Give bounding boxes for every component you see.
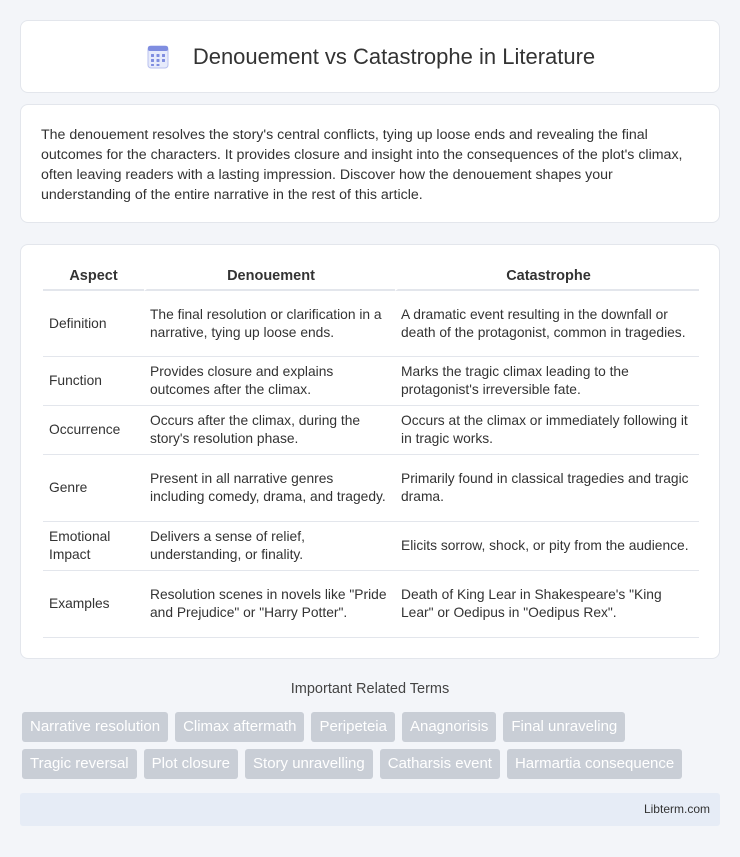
related-terms-title: Important Related Terms xyxy=(290,681,450,697)
header-denouement: Denouement xyxy=(144,265,395,291)
tag-peripeteia[interactable]: Peripeteia xyxy=(311,712,395,742)
cell-aspect: Occurrence xyxy=(43,406,144,455)
tag-climax-aftermath[interactable]: Climax aftermath xyxy=(175,712,304,742)
cell-aspect: Examples xyxy=(43,571,144,638)
document-grid-icon xyxy=(145,44,171,70)
tag-anagnorisis[interactable]: Anagnorisis xyxy=(402,712,496,742)
table-row xyxy=(43,571,699,638)
cell-denouement: Present in all narrative genres including comedy, drama, and tragedy. xyxy=(144,455,395,522)
tag-row xyxy=(22,749,722,779)
table-row xyxy=(43,291,699,357)
cell-aspect: Function xyxy=(43,357,144,406)
cell-denouement: Occurs after the climax, during the story's resolution phase. xyxy=(144,406,395,455)
cell-catastrophe: Occurs at the climax or immediately following it in tragic works. xyxy=(395,406,699,455)
cell-catastrophe: A dramatic event resulting in the downfall or death of the protagonist, common in tragedies. xyxy=(395,291,699,357)
cell-denouement: Delivers a sense of relief, understanding, or finality. xyxy=(144,522,395,571)
cell-denouement: The final resolution or clarification in a narrative, tying up loose ends. xyxy=(144,291,395,357)
cell-catastrophe: Death of King Lear in Shakespeare's "King Lear" or Oedipus in "Oedipus Rex". xyxy=(395,571,699,638)
tag-plot-closure[interactable]: Plot closure xyxy=(144,749,238,779)
cell-denouement: Provides closure and explains outcomes after the climax. xyxy=(144,357,395,406)
tag-catharsis-event[interactable]: Catharsis event xyxy=(380,749,500,779)
table-header-row xyxy=(43,265,699,291)
page-title: Denouement vs Catastrophe in Literature xyxy=(192,43,596,69)
tag-tragic-reversal[interactable]: Tragic reversal xyxy=(22,749,137,779)
cell-aspect: Emotional Impact xyxy=(43,522,144,571)
cell-catastrophe: Marks the tragic climax leading to the protagonist's irreversible fate. xyxy=(395,357,699,406)
tag-harmartia-consequence[interactable]: Harmartia consequence xyxy=(507,749,682,779)
cell-catastrophe: Primarily found in classical tragedies and tragic drama. xyxy=(395,455,699,522)
tag-row xyxy=(22,712,722,742)
table-row xyxy=(43,357,699,406)
header-catastrophe: Catastrophe xyxy=(395,265,699,291)
cell-aspect: Definition xyxy=(43,291,144,357)
tag-story-unravelling[interactable]: Story unravelling xyxy=(245,749,373,779)
tag-narrative-resolution[interactable]: Narrative resolution xyxy=(22,712,168,742)
comparison-table-card xyxy=(20,244,720,659)
intro-text: The denouement resolves the story's central conflicts, tying up loose ends and revealing the final outcomes for the characters. It provides closure and insight into the consequences of the plot's climax, often leaving readers with a lasting impression. Discover how the denouement shapes your understanding of the entire narrative in the rest of this article. xyxy=(41,127,683,203)
comparison-table xyxy=(43,265,699,638)
cell-aspect: Genre xyxy=(43,455,144,522)
footer-site-link[interactable]: Libterm.com xyxy=(643,802,710,816)
header-aspect: Aspect xyxy=(43,265,144,291)
cell-catastrophe: Elicits sorrow, shock, or pity from the audience. xyxy=(395,522,699,571)
related-terms-tags xyxy=(22,712,722,786)
header-card xyxy=(20,20,720,93)
cell-denouement: Resolution scenes in novels like "Pride and Prejudice" or "Harry Potter". xyxy=(144,571,395,638)
table-row xyxy=(43,406,699,455)
intro-card xyxy=(20,104,720,223)
footer xyxy=(20,793,720,826)
table-row xyxy=(43,522,699,571)
table-row xyxy=(43,455,699,522)
tag-final-unraveling[interactable]: Final unraveling xyxy=(503,712,625,742)
